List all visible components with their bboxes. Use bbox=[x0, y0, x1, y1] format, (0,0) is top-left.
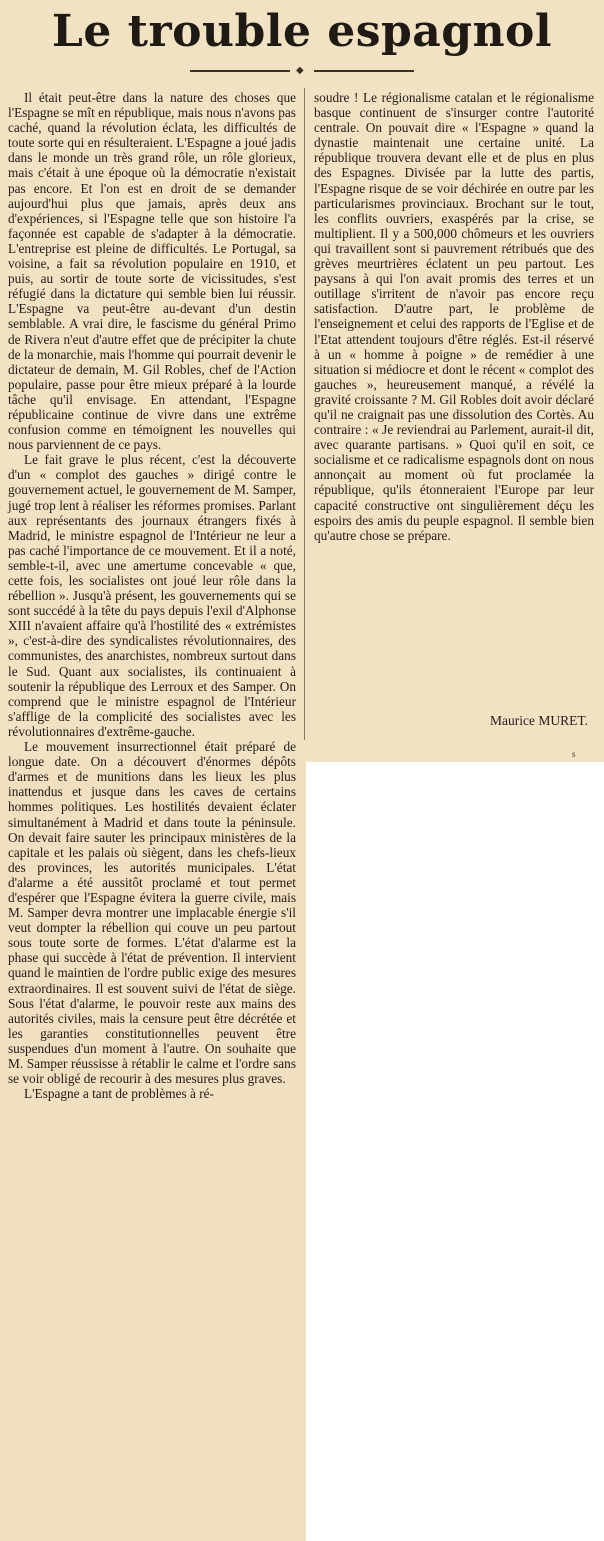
title-rule-right bbox=[314, 70, 414, 72]
article-title: Le trouble espagnol bbox=[51, 6, 553, 57]
title-rule-left bbox=[190, 70, 290, 72]
paragraph: Le fait grave le plus récent, c'est la découverte d'un « complot des gauches » dirigé contre le gouvernement actuel, le gouvernement de M. Samper, jugé trop lent à réaliser les réformes promises. Parlant aux représentants des journaux étrangers fixés à Madrid, le ministre espagnol de l'Intérieur ne leur a pas caché l'importance de ce mouvement. Et il a noté, semble-t-il, avec une amertume concevable « que, cette fois, les socialistes ont joué leur rôle dans la rébellion ». Jusqu'à présent, les gouvernements qui se sont succédé à la tête du pays depuis l'exil d'Alphonse XIII n'avaient affaire qu'à l'hostilité des « extrémistes », c'est-à-dire des syndicalistes révolutionnaires, des communistes, des anarchistes, nombreux surtout dans le Sud. Quant aux socialistes, ils continuaient à soutenir la république des Lerroux et des Samper. On comprend que le ministre espagnol de l'Intérieur s'afflige de la complicité des socialistes avec les révolutionnaires d'extrême-gauche. bbox=[8, 452, 296, 739]
author-signature: Maurice MURET. bbox=[490, 713, 588, 728]
column-divider bbox=[304, 88, 305, 740]
paragraph: Il était peut-être dans la nature des choses que l'Espagne se mît en république, mais nous n'avons pas caché, quand la révolution éclata, les difficultés de toute sorte qui en résulteraient. L'Espagne a joué jadis dans le monde un très grand rôle, un rôle glorieux, mais c'était à une époque où la démocratie n'existait pas encore. Et l'on est en droit de se demander aujourd'hui plus que jamais, après deux ans d'expériences, si l'Espagne telle que son histoire l'a façonnée est capable de s'adapter à la démocratie. L'entreprise est pleine de difficultés. Le Portugal, sa voisine, a fait sa révolution populaire en 1910, et puis, au sortir de toute sorte de vicissitudes, s'est réfugié dans la dictature qui semble bien lui réussir. L'Espagne va peut-être au-devant d'un destin semblable. A vrai dire, le fascisme du général Primo de Rivera n'eut d'autre effet que de précipiter la chute de la monarchie, mais l'homme qui pourrait devenir le dictateur de demain, M. Gil Robles, chef de l'Action populaire, passe pour être mieux préparé à la lourde tâche qu'il envisage. En attendant, l'Espagne républicaine continue de vivre dans une extrême confusion comme en témoignent les nouvelles qui nous parviennent de ce pays. bbox=[8, 90, 296, 453]
paragraph: soudre ! Le régionalisme catalan et le régionalisme basque continuent de s'insurger contre l'autorité centrale. On pouvait dire « l'Espagne » quand la dynastie maintenait une certaine unité. La république trouvera devant elle et de plus en plus des Espagnes. Divisée par la lutte des partis, l'Espagne risque de se voir déchirée en outre par les particularismes provinciaux. Brochant sur le tout, les conflits ouvriers, exaspérés par la crise, se multiplient. Il y a 500,000 chômeurs et les ouvriers qui travaillent sont si pauvrement rétribués que des grèves meurtrières éclatent un peu partout. Les paysans à qui l'on avait promis des terres et un outillage s'irritent de n'avoir pas encore reçu satisfaction. D'autre part, le problème de l'enseignement et celui des rapports de l'Eglise et de l'Etat attendent toujours d'être réglés. Est-il réservé à un « homme à poigne » de remédier à une situation si médiocre et dont le récent « complot des gauches », heureusement manqué, a révélé la gravité croissante ? M. Gil Robles doit avoir déclaré qu'il ne craignait pas une dissolution des Cortès. Au contraire : « Je reviendrai au Parlement, aurait-il dit, avec quarante partisans. » Quoi qu'il en soit, ce socialisme et ce radicalisme espagnols dont on nous annonçait au moment où fut proclamée la république, qu'ils étonneraient l'Europe par leur capacité constructive ont singulièrement déçu les espoirs des amis du peuple espagnol. Il semble bien qu'autre chose se prépare. bbox=[314, 90, 594, 543]
article-column-1 bbox=[8, 90, 296, 1101]
article-column-2 bbox=[314, 90, 594, 543]
title-rule-ornament: ◆ bbox=[296, 65, 304, 76]
paragraph: L'Espagne a tant de problèmes à ré- bbox=[24, 1086, 214, 1102]
corner-mark: s bbox=[572, 749, 576, 759]
paragraph: Le mouvement insurrectionnel était préparé de longue date. On a découvert d'énormes dépôts d'armes et de munitions dans les lieux les plus inattendus et jusque dans les caves de certains hommes politiques. Les hostilités devaient éclater simultanément à Madrid et dans toute la péninsule. On devait faire sauter les principaux ministères de la capitale et les palais où siègent, dans les chefs-lieux des provinces, les autorités municipales. L'état d'alarme a été aussitôt proclamé et tout permet d'espérer que l'Espagne évitera la guerre civile, mais M. Samper devra montrer une implacable énergie s'il veut dompter la rébellion qui couve un peu partout sous toute sorte de formes. L'état d'alarme est la phase qui succède à l'état de prévention. Il intervient quand le maintien de l'ordre public exige des mesures extraordinaires. Il est souvent suivi de l'état de siège. Sous l'état d'alarme, le pouvoir reste aux mains des autorités civiles, mais la censure peut être décrétée et les garanties constitutionnelles peuvent être suspendues d'un moment à l'autre. On souhaite que M. Samper réussisse à rétablir le calme et l'ordre sans se voir obligé de recourir à des mesures plus graves. bbox=[8, 739, 296, 1087]
